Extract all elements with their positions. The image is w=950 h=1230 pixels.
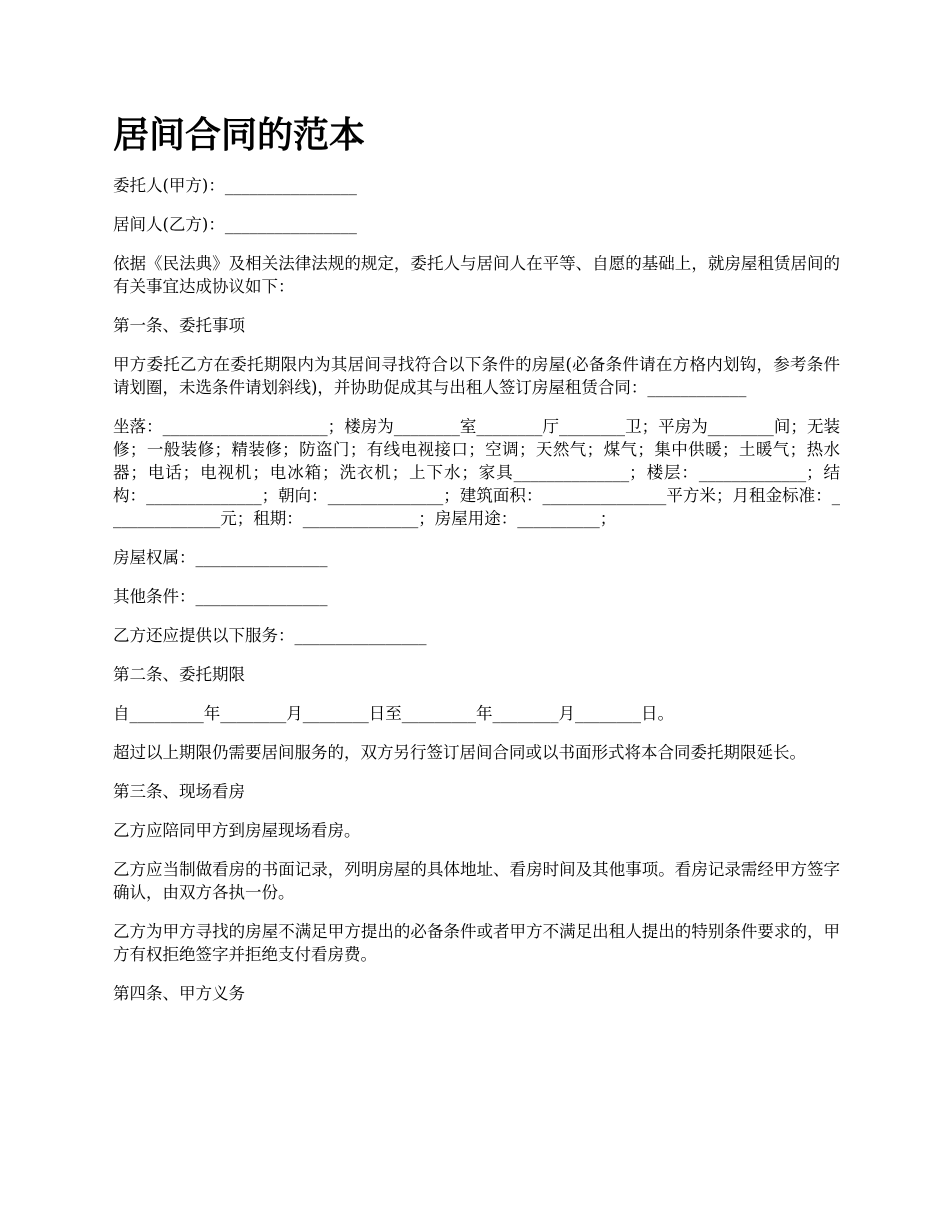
article-2-heading: 第二条、委托期限 <box>113 665 245 684</box>
article-1-heading: 第一条、委托事项 <box>113 316 245 335</box>
party-a-line: 委托人(甲方)：________________ <box>113 176 357 195</box>
extra-services-line: 乙方还应提供以下服务：________________ <box>113 626 427 645</box>
viewing-refusal-paragraph: 乙方为甲方寻找的房屋不满足甲方提出的必备条件或者甲方不满足出租人提出的特别条件要求的，甲方有权拒绝签字并拒绝支付看房费。 <box>113 922 840 964</box>
document-title: 居间合同的范本 <box>113 114 366 156</box>
ownership-line: 房屋权属：________________ <box>113 548 328 567</box>
viewing-record-paragraph: 乙方应当制做看房的书面记录，列明房屋的具体地址、看房时间及其他事项。看房记录需经甲方签字确认，由双方各执一份。 <box>113 860 840 902</box>
preamble-paragraph: 依据《民法典》及相关法律法规的规定，委托人与居间人在平等、自愿的基础上，就房屋租赁居间的有关事宜达成协议如下： <box>113 254 840 296</box>
viewing-accompany-paragraph: 乙方应陪同甲方到房屋现场看房。 <box>113 821 361 840</box>
document-page <box>113 108 840 1021</box>
article-4-heading: 第四条、甲方义务 <box>113 984 245 1003</box>
article-1-paragraph: 甲方委托乙方在委托期限内为其居间寻找符合以下条件的房屋(必备条件请在方格内划钩，参考条件请划圈，未选条件请划斜线)，并协助促成其与出租人签订房屋租赁合同：____________ <box>113 355 840 397</box>
term-dates-line: 自_________年________月________日至_________年________月________日。 <box>113 704 674 723</box>
term-extension-paragraph: 超过以上期限仍需要居间服务的，双方另行签订居间合同或以书面形式将本合同委托期限延长。 <box>113 743 806 762</box>
article-3-heading: 第三条、现场看房 <box>113 782 245 801</box>
party-b-line: 居间人(乙方)：________________ <box>113 215 357 234</box>
other-conditions-line: 其他条件：________________ <box>113 587 328 606</box>
property-conditions-paragraph: 坐落：____________________；楼房为________室________厅________卫；平房为________间；无装修；一般装修；精装修；防盗门；有线电视接口；空调；天然气；煤气；集中供暖；土暖气；热水器；电话；电视机；电冰箱；洗衣机；上下水；家具______________；楼层：_____________；结构：______________；朝向：______________；建筑面积：_______________平方米；月租金标准：______________元；租期：______________；房屋用途：__________； <box>113 417 840 528</box>
